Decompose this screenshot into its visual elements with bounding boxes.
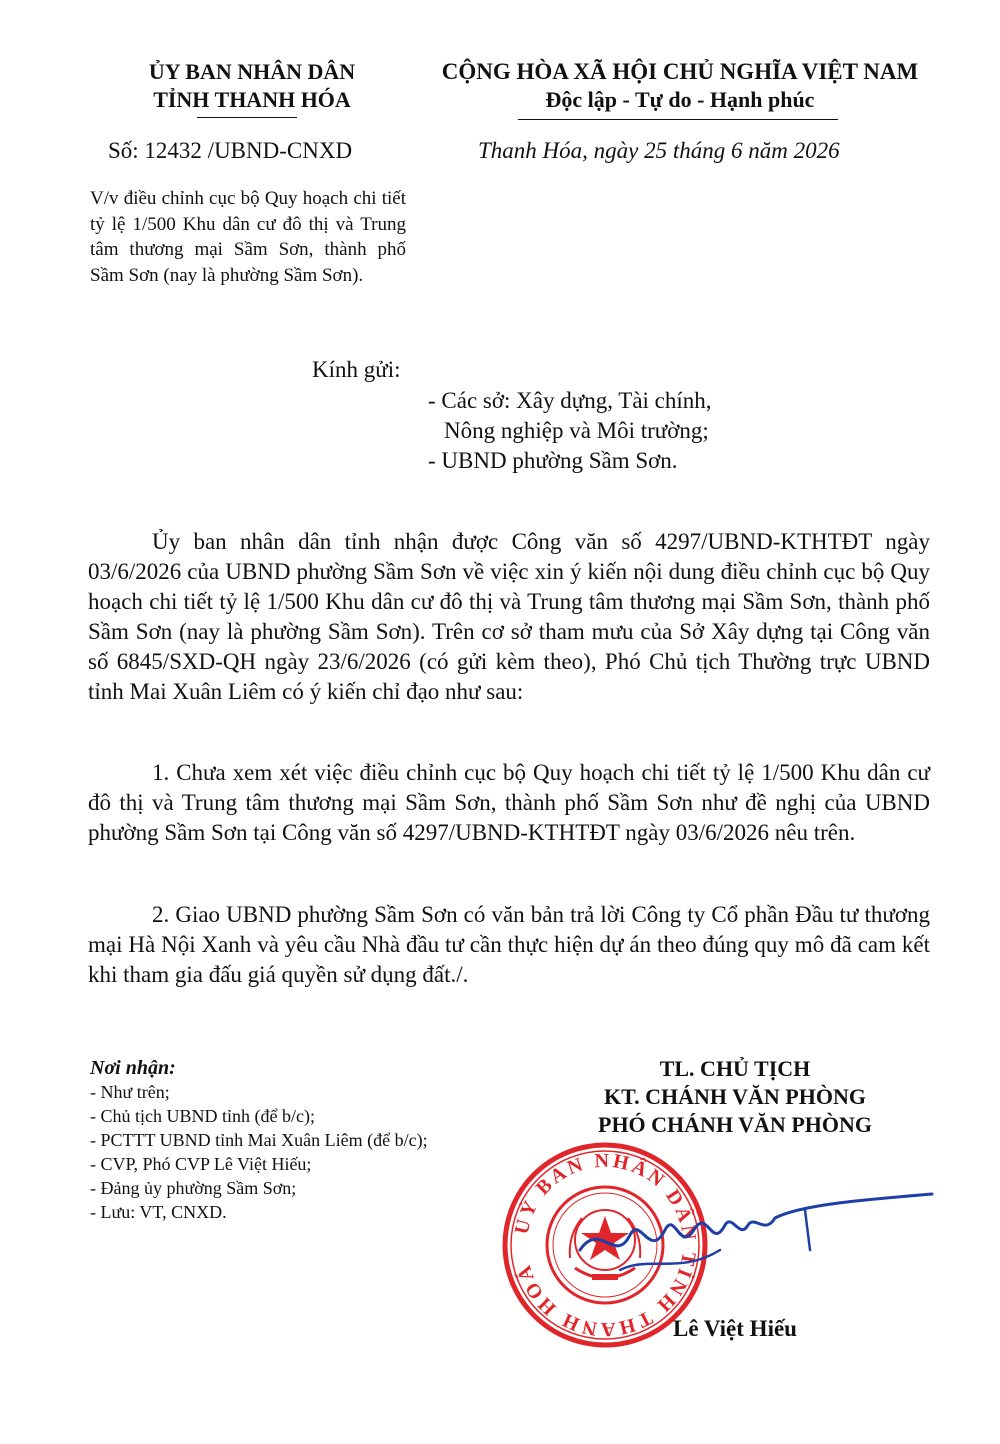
- signature-title-line3: PHÓ CHÁNH VĂN PHÒNG: [598, 1112, 872, 1137]
- recipient-item-continued: Nông nghiệp và Môi trường;: [444, 418, 709, 443]
- recipient-item: - Các sở: Xây dựng, Tài chính,: [428, 388, 712, 413]
- signature-title-line1: TL. CHỦ TỊCH: [659, 1056, 811, 1081]
- signature-title-block: [560, 1055, 910, 1139]
- body-text: 1. Chưa xem xét việc điều chỉnh cục bộ Quy hoạch chi tiết tỷ lệ 1/500 Khu dân cư đô thị và Trung tâm thương mại Sầm Sơn, thành phố Sầm Sơn như đề nghị của UBND phường Sầm Sơn tại Công văn số 4297/UBND-KTHTĐT ngày 03/6/2026 nêu trên.: [88, 760, 930, 845]
- country-name: CỘNG HÒA XÃ HỘI CHỦ NGHĨA VIỆT NAM: [441, 59, 919, 84]
- kinh-gui-label: Kính gửi:: [312, 357, 401, 382]
- body-paragraph-3: [88, 900, 930, 990]
- body-text: 2. Giao UBND phường Sầm Sơn có văn bản trả lời Công ty Cổ phần Đầu tư thương mại Hà Nội Xanh và yêu cầu Nhà đầu tư cần thực hiện dự án theo đúng quy mô đã cam kết khi tham gia đấu giá quyền sử dụng đất./.: [88, 902, 930, 987]
- document-subject: V/v điều chỉnh cục bộ Quy hoạch chi tiết tỷ lệ 1/500 Khu dân cư đô thị và Trung tâm thương mại Sầm Sơn, thành phố Sầm Sơn (nay là phường Sầm Sơn).: [90, 188, 406, 286]
- body-paragraph-2: [88, 758, 930, 848]
- distribution-list: [90, 1056, 428, 1224]
- distribution-item: - Đảng ủy phường Sầm Sơn;: [90, 1178, 297, 1198]
- national-header: [420, 58, 940, 114]
- seal-ring-text: UỶ BAN NHÂN DÂN TỈNH THANH HOÁ: [510, 1149, 701, 1341]
- body-paragraph-1: [88, 527, 930, 707]
- distribution-item: - Chủ tịch UBND tỉnh (để b/c);: [90, 1106, 315, 1126]
- issuer-block: [92, 58, 412, 114]
- signer-name: Lê Việt Hiếu: [673, 1316, 797, 1341]
- distribution-item: - PCTTT UBND tỉnh Mai Xuân Liêm (để b/c);: [90, 1130, 428, 1150]
- handwritten-signature-icon: [560, 1180, 940, 1280]
- recipient-list: [428, 386, 712, 476]
- issuer-name-line2: TỈNH THANH HÓA: [153, 87, 351, 112]
- signature-title-line2: KT. CHÁNH VĂN PHÒNG: [604, 1084, 866, 1109]
- motto-underline: [518, 119, 838, 120]
- document-date: Thanh Hóa, ngày 25 tháng 6 năm 2026: [478, 138, 840, 163]
- distribution-item: - Lưu: VT, CNXD.: [90, 1202, 227, 1222]
- distribution-heading: Nơi nhận:: [90, 1057, 176, 1079]
- recipient-item: - UBND phường Sầm Sơn.: [428, 448, 678, 473]
- distribution-item: - CVP, Phó CVP Lê Việt Hiếu;: [90, 1154, 312, 1174]
- national-motto: Độc lập - Tự do - Hạnh phúc: [545, 87, 815, 112]
- issuer-name-line1: ỦY BAN NHÂN DÂN: [148, 59, 356, 84]
- distribution-item: - Như trên;: [90, 1082, 170, 1102]
- document-number: Số: 12432 /UBND-CNXD: [108, 138, 353, 163]
- body-text: Ủy ban nhân dân tỉnh nhận được Công văn số 4297/UBND-KTHTĐT ngày 03/6/2026 của UBND phường Sầm Sơn về việc xin ý kiến nội dung điều chỉnh cục bộ Quy hoạch chi tiết tỷ lệ 1/500 Khu dân cư đô thị và Trung tâm thương mại Sầm Sơn, thành phố Sầm Sơn (nay là phường Sầm Sơn). Trên cơ sở tham mưu của Sở Xây dựng tại Công văn số 6845/SXD-QH ngày 23/6/2026 (có gửi kèm theo), Phó Chủ tịch Thường trực UBND tỉnh Mai Xuân Liêm có ý kiến chỉ đạo như sau:: [88, 529, 930, 704]
- issuer-underline: [197, 117, 297, 118]
